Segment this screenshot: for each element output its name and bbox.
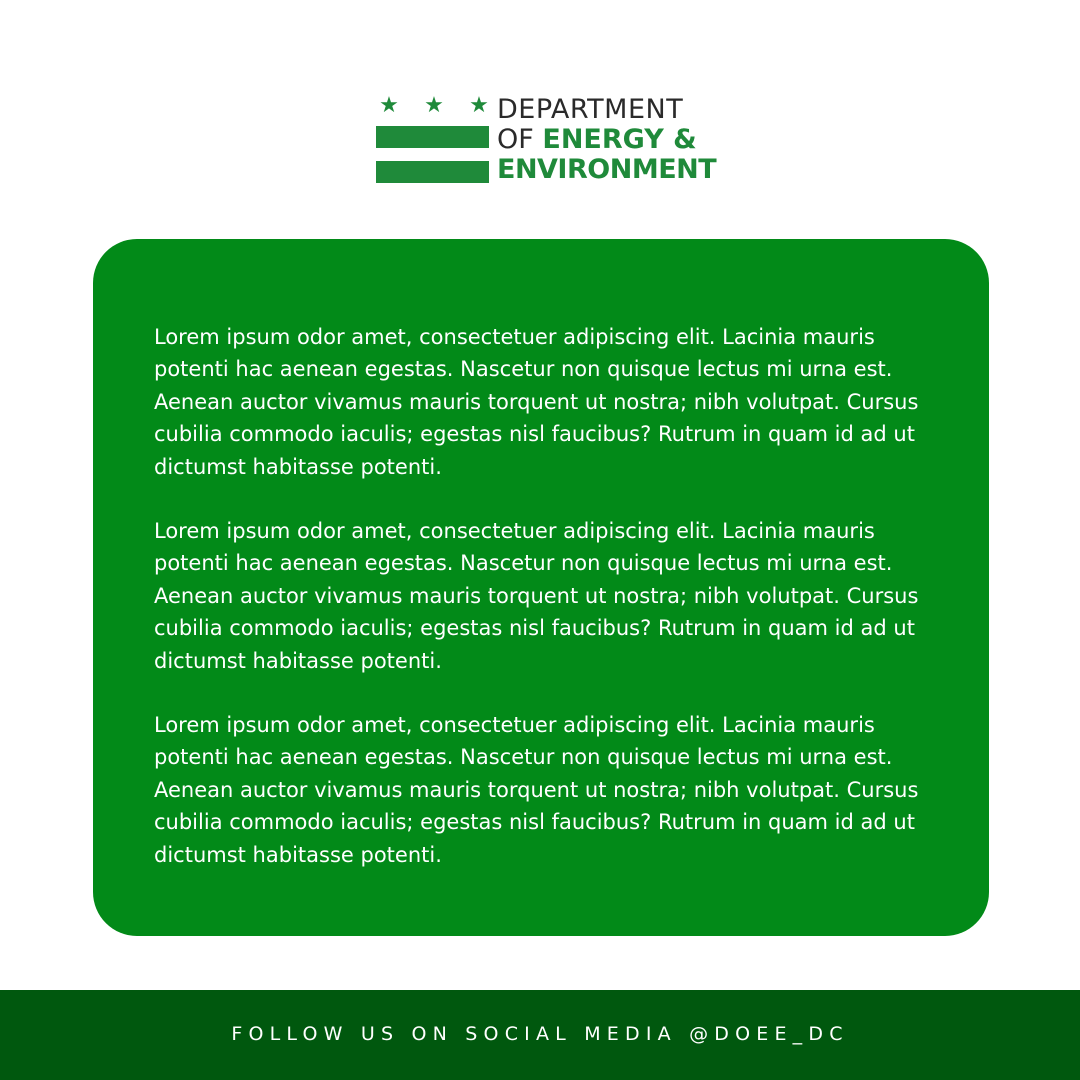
footer-bar <box>0 990 1080 1080</box>
content-card <box>93 239 989 936</box>
logo-text-environment: ENVIRONMENT <box>497 154 717 185</box>
social-media-handle: FOLLOW US ON SOCIAL MEDIA @DOEE_DC <box>231 1023 849 1045</box>
logo-text-of-energy <box>497 125 697 155</box>
paragraph-1: Lorem ipsum odor amet, consectetuer adipiscing elit. Lacinia mauris potenti hac aenean egestas. Nascetur non quisque lectus mi urna est. Aenean auctor vivamus mauris torquent ut nostra; nibh volutpat. Cursus cubilia commodo iaculis; egestas nisl faucibus? Rutrum in quam id ad ut dictumst habitasse potenti. <box>154 325 919 479</box>
paragraph-2: Lorem ipsum odor amet, consectetuer adipiscing elit. Lacinia mauris potenti hac aenean egestas. Nascetur non quisque lectus mi urna est. Aenean auctor vivamus mauris torquent ut nostra; nibh volutpat. Cursus cubilia commodo iaculis; egestas nisl faucibus? Rutrum in quam id ad ut dictumst habitasse potenti. <box>154 519 919 673</box>
content-text <box>154 321 954 903</box>
logo-text-of: OF <box>497 124 543 155</box>
dc-flag-logo-icon <box>376 95 492 117</box>
flag-bar-bottom <box>376 161 489 183</box>
logo-text-energy: ENERGY & <box>542 124 697 155</box>
logo-text-department: DEPARTMENT <box>497 94 684 125</box>
star-icon: ★ <box>379 93 399 118</box>
paragraph-3: Lorem ipsum odor amet, consectetuer adipiscing elit. Lacinia mauris potenti hac aenean egestas. Nascetur non quisque lectus mi urna est. Aenean auctor vivamus mauris torquent ut nostra; nibh volutpat. Cursus cubilia commodo iaculis; egestas nisl faucibus? Rutrum in quam id ad ut dictumst habitasse potenti. <box>154 713 919 867</box>
department-logo <box>376 95 721 187</box>
flag-bar-top <box>376 126 489 148</box>
star-icon: ★ <box>469 93 489 118</box>
star-icon: ★ <box>424 93 444 118</box>
